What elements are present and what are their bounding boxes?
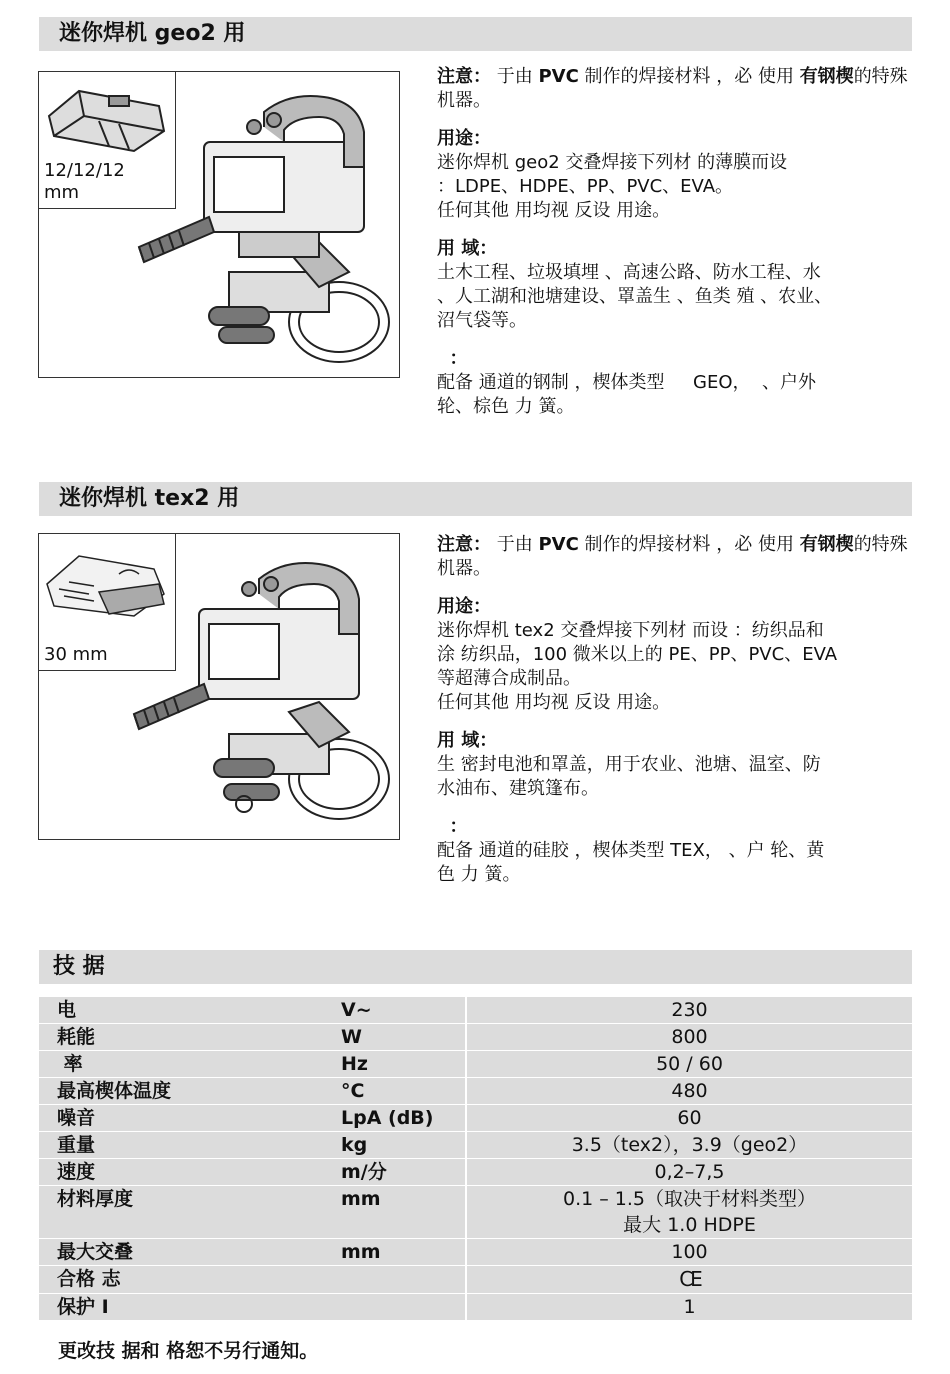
table-row: 材料厚度 mm 0.1 – 1.5（取决于材料类型） 最大 1.0 HDPE [39, 1186, 912, 1239]
table-row: 速度 m/分 0,2–7,5 [39, 1159, 912, 1186]
wedge-inset-geo2 [38, 71, 176, 209]
machine-image-tex2 [38, 533, 400, 840]
wedge-drawing [39, 544, 175, 624]
footer-note: 更改技 据和 格恕不另行通知。 [58, 1340, 319, 1362]
table-row: 最高楔体温度 °C 480 [39, 1078, 912, 1105]
specs-title: 技 据 [39, 950, 912, 984]
field-block: 用 域： 土木工程、垃圾填埋 、高速公路、防水工程、水 、人工湖和池塘建设、罩盖生 、鱼类 殖 、农业、 沼气袋等。 [437, 238, 833, 331]
field-block: 用 域： 生 密封电池和罩盖，用于农业、池塘、温室、防 水油布、建筑篷布。 [437, 730, 821, 799]
usage-block: 用途： 迷你焊机 tex2 交叠焊接下列材 而设 ：纺织品和 涂 纺织品，100 微米以上的 PE、PP、PVC、EVA 等超薄合成制品。 任何其他 用均视 反设 用途。 [437, 596, 838, 713]
table-row: 率 Hz 50 / 60 [39, 1051, 912, 1078]
section-title-tex2: 迷你焊机 tex2 用 [39, 482, 912, 516]
table-row: 耗能 W 800 [39, 1024, 912, 1051]
table-row: 噪音 LpA (dB) 60 [39, 1105, 912, 1132]
wedge-size-label: 12/12/12 mm [44, 160, 125, 203]
wedge-inset-tex2 [38, 533, 176, 671]
table-row: 保护 I 1 [39, 1294, 912, 1321]
wedge-size-label: 30 mm [44, 644, 108, 665]
note-paragraph: 注意： 于由 PVC 制作的焊接材料 ，必 使用 有钢楔的特殊机器。 [437, 66, 908, 111]
note-paragraph: 注意： 于由 PVC 制作的焊接材料 ，必 使用 有钢楔的特殊机器。 [437, 534, 908, 579]
specs-table [39, 997, 912, 1321]
equipment-block: ： 配备 通道的钢制 ，楔体类型 GEO， 、户外 轮、棕色 力 簧。 [437, 348, 816, 417]
usage-block: 用途： 迷你焊机 geo2 交叠焊接下列材 的薄膜而设 ：LDPE、HDPE、PP、PVC、EVA。 任何其他 用均视 反设 用途。 [437, 128, 788, 221]
tex2-description [437, 533, 915, 901]
table-row: 电 V~ 230 [39, 997, 912, 1024]
equipment-block: ： 配备 通道的硅胶 ，楔体类型 TEX， 、户 轮、黄 色 力 簧。 [437, 816, 825, 885]
table-row: 最大交叠 mm 100 [39, 1239, 912, 1266]
section-title-geo2: 迷你焊机 geo2 用 [39, 17, 912, 51]
wedge-drawing [39, 76, 175, 156]
table-row: 重量 kg 3.5（tex2），3.9（geo2） [39, 1132, 912, 1159]
table-row: 合格 志 CE [39, 1266, 912, 1294]
geo2-description [437, 65, 915, 433]
ce-mark-icon: CE [679, 1267, 700, 1291]
machine-image-geo2 [38, 71, 400, 378]
